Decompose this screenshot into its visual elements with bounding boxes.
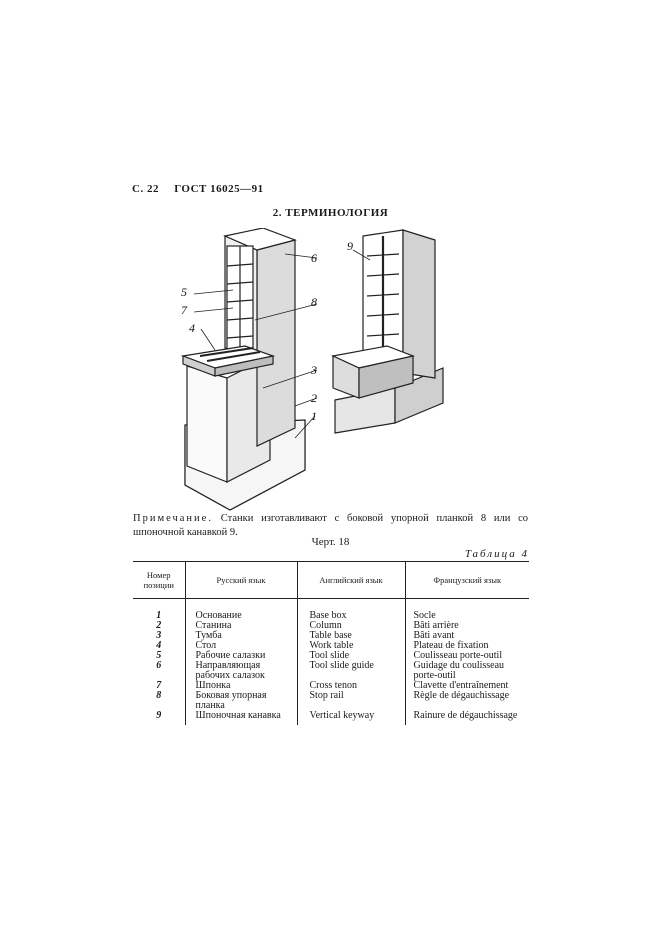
callout-6: 6 [311, 251, 317, 265]
row-ru: Рабочие салазки [185, 651, 297, 661]
row-en: Tool slide guide [297, 661, 405, 681]
row-number: 1 [156, 610, 162, 621]
header-french: Французский язык [405, 562, 529, 599]
table-row [133, 691, 529, 711]
callout-9: 9 [347, 239, 353, 253]
table-row [133, 711, 529, 725]
row-ru: Станина [185, 621, 297, 631]
row-en: Tool slide [297, 651, 405, 661]
figure-caption: Черт. 18 [311, 536, 350, 548]
row-number: 3 [156, 630, 162, 641]
table-base-side [187, 366, 227, 482]
page-header [132, 183, 264, 195]
terminology-table [133, 561, 529, 725]
row-fr: Bâti avant [405, 631, 529, 641]
row-en: Work table [297, 641, 405, 651]
row-fr: Socle [405, 611, 529, 621]
row-en: Base box [297, 611, 405, 621]
row-fr: Rainure de dégauchissage [405, 711, 529, 725]
row-number: 6 [156, 660, 162, 671]
row-number: 9 [156, 710, 162, 721]
callout-3: 3 [311, 363, 317, 377]
row-ru: Стол [185, 641, 297, 651]
standard-code: ГОСТ 16025—91 [174, 183, 264, 195]
row-en: Vertical keyway [297, 711, 405, 725]
header-russian: Русский язык [185, 562, 297, 599]
column-front [257, 240, 295, 446]
table-header-row [133, 562, 529, 599]
row-ru: Направляющая рабочих салазок [185, 661, 297, 681]
header-number: Номер позиции [133, 562, 185, 599]
row-number: 5 [156, 650, 162, 661]
row-number: 7 [156, 680, 162, 691]
row-ru: Основание [185, 611, 297, 621]
row-en: Table base [297, 631, 405, 641]
row-en: Stop rail [297, 691, 405, 711]
callout-4: 4 [189, 321, 195, 335]
header-english: Английский язык [297, 562, 405, 599]
row-number: 4 [156, 640, 162, 651]
row-fr: Règle de dégauchissage [405, 691, 529, 711]
row-number: 2 [156, 620, 162, 631]
machine-drawing [145, 228, 525, 513]
row-fr: Plateau de fixation [405, 641, 529, 651]
row-number: 8 [156, 690, 162, 701]
row-ru: Тумба [185, 631, 297, 641]
callout-8: 8 [311, 295, 317, 309]
row-fr: Clavette d'entraînement [405, 681, 529, 691]
page-number: С. 22 [132, 183, 159, 195]
table-row [133, 661, 529, 681]
callout-1: 1 [311, 409, 317, 423]
table-name: Таблица 4 [464, 548, 529, 560]
row-fr: Guidage du coulisseau porte-outil [405, 661, 529, 681]
callout-2: 2 [311, 391, 317, 405]
callout-5: 5 [181, 285, 187, 299]
row-fr: Coulisseau porte-outil [405, 651, 529, 661]
note-text: Станки изготавливают с боковой упорной планкой 8 или со шпоночной канавкой 9. [133, 513, 529, 538]
row-ru: Шпонка [185, 681, 297, 691]
row-ru: Боковая упорная планка [185, 691, 297, 711]
row-en: Column [297, 621, 405, 631]
callout-7: 7 [181, 303, 187, 317]
note-label: Примечание. [133, 513, 213, 524]
row-ru: Шпоночная канавка [185, 711, 297, 725]
row-en: Cross tenon [297, 681, 405, 691]
row-fr: Bâti arrière [405, 621, 529, 631]
section-title: 2. ТЕРМИНОЛОГИЯ [272, 207, 389, 219]
